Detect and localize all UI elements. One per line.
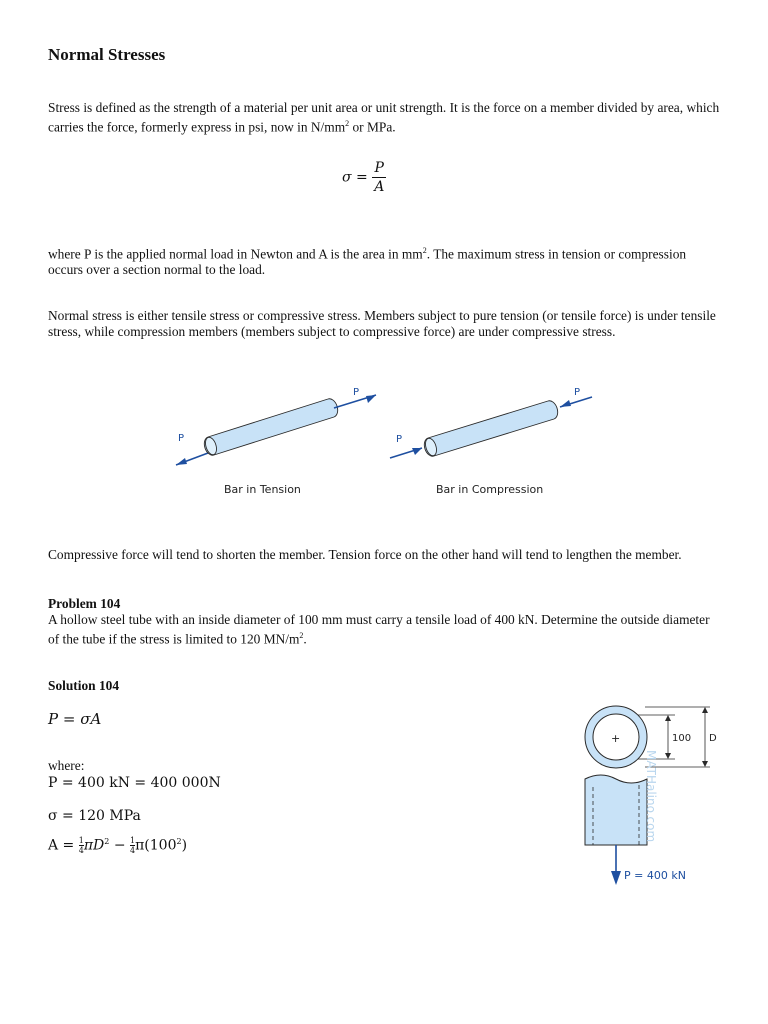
- compression-arrowhead-left: [412, 448, 422, 455]
- solution-eq2: P = 400 kN = 400 000N: [48, 775, 221, 791]
- compression-bar-body: [424, 401, 557, 456]
- where-paragraph: [48, 243, 720, 278]
- problem-heading: Problem 104: [48, 596, 121, 611]
- intro-text: Stress is defined as the strength of a material per unit area or unit strength. It is the force on a member divided by area, which carries the force, formerly express in psi, now in N/mm: [48, 100, 720, 135]
- where-text-end: . The maximum stress in tension or compression occurs over a section normal to the load.: [48, 246, 687, 278]
- tension-p-left: P: [178, 433, 185, 444]
- dim-inner-arrow-top: [665, 715, 671, 721]
- eq4-term2: π(100: [135, 837, 177, 854]
- compression-arrowhead-right: [560, 400, 571, 407]
- eq4-term2-end: ): [181, 837, 188, 854]
- eq4-frac2-den: 4: [130, 846, 136, 855]
- formula-numerator: P: [374, 160, 384, 176]
- eq4-term2-sup: 2: [176, 836, 182, 846]
- bars-figure: [160, 375, 600, 505]
- compression-caption: Bar in Compression: [436, 483, 544, 496]
- tube-figure: [575, 695, 735, 895]
- eq4-frac2-num: 1: [130, 836, 136, 845]
- eq1-sigma: σ: [80, 710, 91, 728]
- formula-sigma: σ: [342, 169, 352, 186]
- formula-equals: =: [356, 169, 368, 186]
- dim-inner-arrow-bottom: [665, 753, 671, 759]
- eq4-term1: πD: [83, 837, 105, 854]
- tension-arrowhead-left: [176, 458, 187, 465]
- dim-outer-label: D: [709, 733, 717, 744]
- load-arrowhead: [611, 871, 621, 885]
- problem-text-body: A hollow steel tube with an inside diameter of 100 mm must carry a tensile load of 400 kN. Determine the outside diameter of the tube if the stress is limited to 120 MN/m: [48, 612, 710, 647]
- dim-inner-label: 100: [672, 733, 692, 744]
- compression-p-right: P: [574, 387, 581, 398]
- solution-where: where:: [48, 758, 85, 773]
- intro-text-end: or MPa.: [349, 119, 396, 135]
- solution-heading: Solution 104: [48, 678, 120, 693]
- eq1-a: A: [90, 710, 102, 728]
- intro-sup: 2: [345, 119, 350, 128]
- tube-body: [585, 775, 647, 845]
- dim-outer-arrow-top: [702, 707, 708, 713]
- tension-p-right: P: [353, 387, 360, 398]
- compressive-paragraph: Compressive force will tend to shorten the member. Tension force on the other hand will tend to lengthen the member.: [48, 547, 682, 562]
- tension-bar: [176, 387, 376, 496]
- formula-denominator: A: [374, 179, 385, 195]
- where-text: where P is the applied normal load in Newton and A is the area in mm: [48, 246, 423, 262]
- compression-p-left: P: [396, 434, 403, 445]
- formula-fraction: [372, 160, 386, 195]
- tension-bar-body: [204, 399, 337, 455]
- watermark: MATHalino.com: [644, 750, 658, 843]
- eq4-term1-sup: 2: [104, 836, 110, 846]
- eq4-frac1-num: 1: [78, 836, 84, 845]
- tension-arrowhead-right: [366, 395, 376, 403]
- tension-caption: Bar in Tension: [224, 483, 301, 496]
- solution-eq3: σ = 120 MPa: [48, 808, 141, 824]
- eq1-equals: =: [62, 710, 76, 728]
- eq4-frac1-den: 4: [78, 846, 84, 855]
- intro-paragraph: [48, 100, 720, 135]
- eq1-p: P: [48, 710, 59, 728]
- normal-stress-paragraph: Normal stress is either tensile stress or compressive stress. Members subject to pure tension (or tensile force) is under tensile stress, while compression members (members subject to compressive force) are under compressive stress.: [48, 308, 716, 339]
- where-sup: 2: [422, 246, 427, 255]
- problem-text-end: .: [303, 631, 307, 647]
- load-label: P = 400 kN: [624, 869, 686, 882]
- eq4-minus: −: [113, 837, 126, 854]
- page-title: Normal Stresses: [48, 45, 166, 64]
- solution-eq1: [48, 710, 101, 728]
- tube-center-mark: +: [611, 732, 621, 745]
- stress-formula: [342, 160, 386, 195]
- problem-text: [48, 612, 720, 647]
- compression-bar: [390, 387, 592, 496]
- dim-outer-arrow-bottom: [702, 761, 708, 767]
- solution-eq4: [48, 836, 187, 855]
- eq4-lhs: A =: [48, 837, 75, 854]
- problem-sup: 2: [299, 631, 304, 640]
